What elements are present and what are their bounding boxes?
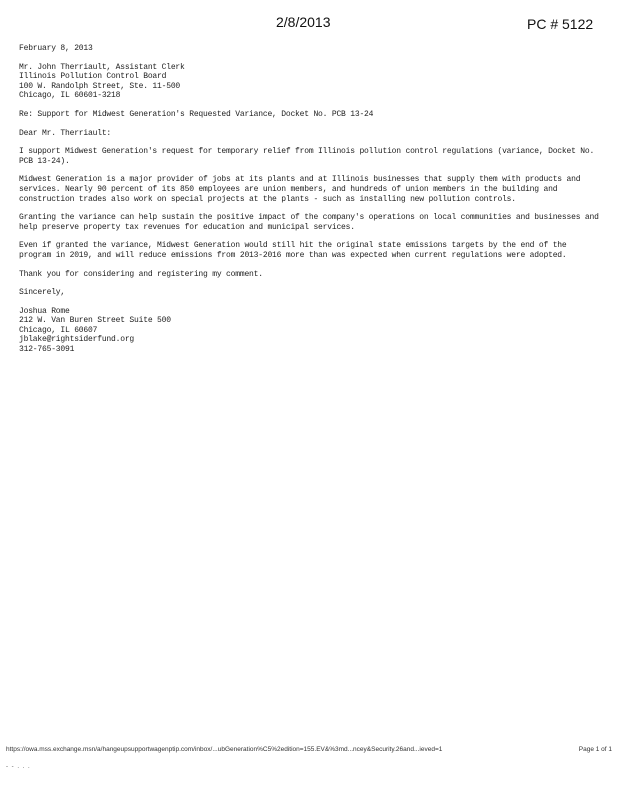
bottom-mark: - - . . .: [6, 764, 31, 770]
signature-city: Chicago, IL 60607: [19, 325, 98, 335]
pc-number: PC # 5122: [527, 16, 594, 32]
recipient-line: Chicago, IL 60601-3218: [19, 91, 121, 101]
fax-date: 2/8/2013: [276, 14, 331, 30]
footer-page: Page 1 of 1: [578, 746, 612, 753]
subject-line: Re: Support for Midwest Generation's Requested Variance, Docket No. PCB 13-24: [19, 109, 374, 119]
salutation: Dear Mr. Therriault:: [19, 128, 112, 138]
letter-body: [19, 44, 599, 355]
paragraph: Thank you for considering and registering my comment.: [19, 269, 263, 279]
paragraph: Even if granted the variance, Midwest Generation would still hit the original state emissions targets by the end of the program in 2019, and will reduce emissions from 2013-2016 more than was expected when current regulations were adopted.: [19, 241, 567, 260]
paragraph: I support Midwest Generation's request for temporary relief from Illinois pollution control regulations (variance, Docket No. PCB 13-24).: [19, 147, 595, 166]
paragraph: Granting the variance can help sustain the positive impact of the company's operations on local communities and businesses and help preserve property tax revenues for education and municipal services.: [19, 213, 599, 232]
recipient-line: 100 W. Randolph Street, Ste. 11-500: [19, 81, 181, 91]
recipient-line: Illinois Pollution Control Board: [19, 72, 167, 82]
paragraph: Midwest Generation is a major provider of jobs at its plants and at Illinois businesses that supply them with products and services. Nearly 90 percent of its 850 employees are union members, and hundreds of union members in the building and construction trades also work on special projects at the plants - such as installing new pollution controls.: [19, 175, 581, 204]
print-footer: [6, 746, 612, 753]
recipient-line: Mr. John Therriault, Assistant Clerk: [19, 62, 185, 72]
letter-date: February 8, 2013: [19, 44, 93, 53]
signature-phone: 312-765-3091: [19, 345, 75, 355]
signature-name: Joshua Rome: [19, 306, 70, 316]
closing: Sincerely,: [19, 288, 66, 298]
signature-email: jblake@rightsiderfund.org: [19, 335, 135, 345]
signature-address: 212 W. Van Buren Street Suite 500: [19, 316, 171, 326]
footer-url: https://owa.mss.exchange.msn/a/hangeupsupportwagenptip.com/inbox/...ubGeneration%C5%2edition=155.EV&%3md...ncey&Security.26and...ieved=1: [6, 746, 443, 753]
